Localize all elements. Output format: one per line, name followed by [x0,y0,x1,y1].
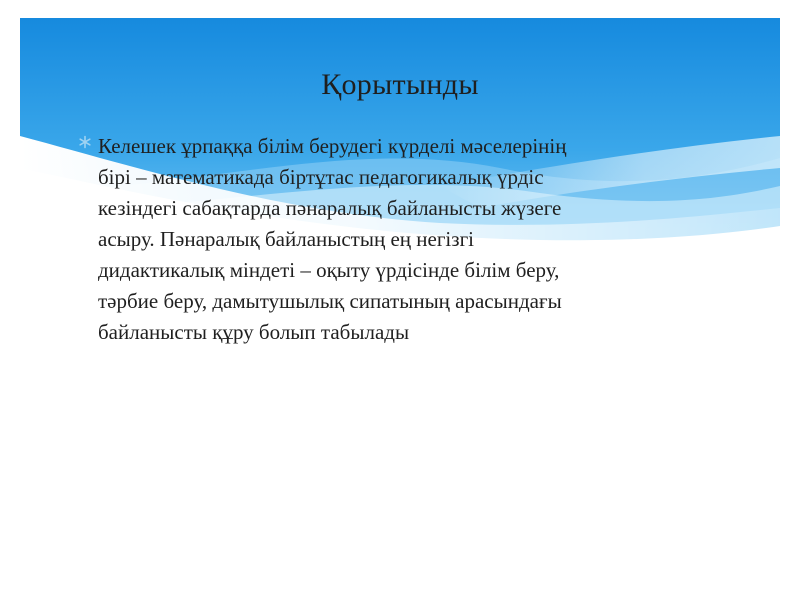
slide-title: Қорытынды [321,68,479,101]
bullet-item-text: Келешек ұрпаққа білім берудегі күрделі мәселерінің бірі – математикада біртұтас педагогикалық үрдіс кезіндегі сабақтарда пәнаралық байланысты жүзеге асыру. Пәнаралық байланыстың ең негізгі дидактикалық міндеті – оқыту үрдісінде білім беру, тәрбие беру, дамытушылық сипатының арасындағы байланысты құру болып табылады [98,134,567,344]
asterisk-icon [78,135,92,149]
